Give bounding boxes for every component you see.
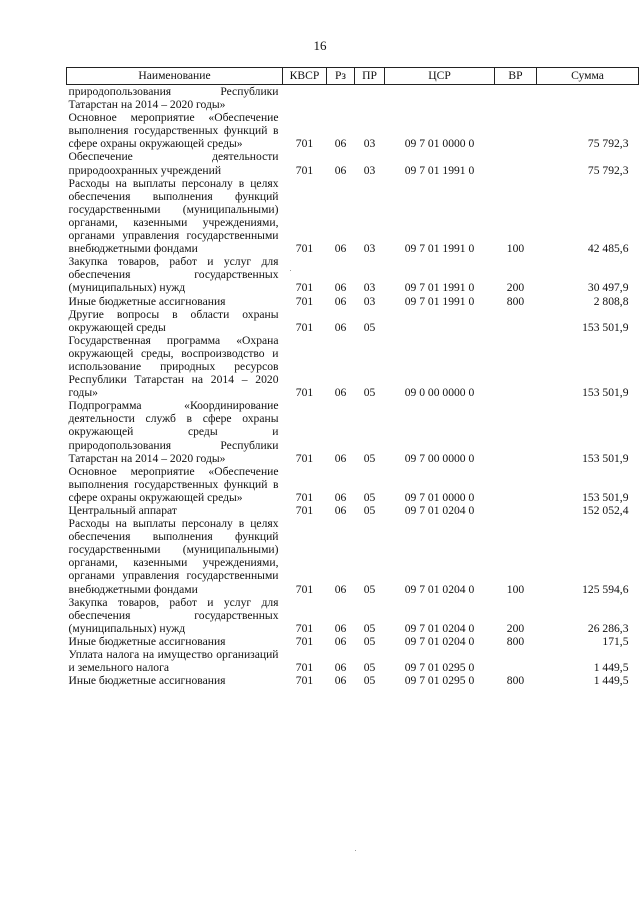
cell-kvsr: 701 <box>295 281 314 295</box>
cell-kvsr: 701 <box>295 490 314 504</box>
cell-vr <box>495 648 537 674</box>
cell-pr: 05 <box>363 320 376 334</box>
budget-table <box>66 67 639 687</box>
cell-pr: 05 <box>363 582 376 596</box>
header-kvsr: КВСР <box>283 68 327 85</box>
cell-vr <box>495 85 537 112</box>
header-rz: Рз <box>327 68 355 85</box>
cell-csr: 09 7 00 0000 0 <box>404 451 475 465</box>
cell-vr: 200 <box>506 281 525 295</box>
cell-name: Иные бюджетные ассигнования <box>68 294 226 308</box>
cell-rz: 06 <box>334 661 347 675</box>
cell-sum: 152 052,4 <box>582 504 629 517</box>
cell-name: Расходы на выплаты персоналу в целях обеспечения выполнения функций государственными (муниципальными) органами, казенными учреждениями, органами управления государственными внебюджетными фондами <box>68 517 279 596</box>
header-sum: Сумма <box>537 68 639 85</box>
cell-vr <box>495 334 537 399</box>
cell-rz: 06 <box>334 294 347 308</box>
cell-pr: 03 <box>363 242 376 256</box>
header-pr: ПР <box>355 68 385 85</box>
cell-kvsr: 701 <box>295 661 314 675</box>
cell-rz: 06 <box>334 490 347 504</box>
cell-vr <box>495 465 537 504</box>
cell-rz: 06 <box>334 281 347 295</box>
table-header <box>67 68 639 85</box>
cell-csr: 09 7 01 0295 0 <box>404 661 475 675</box>
cell-rz: 06 <box>334 163 347 177</box>
cell-csr: 09 7 01 1991 0 <box>404 163 475 177</box>
cell-csr: 09 7 01 1991 0 <box>404 281 475 295</box>
cell-kvsr: 701 <box>295 294 314 308</box>
cell-name: Закупка товаров, работ и услуг для обеспечения государственных (муниципальных) нужд <box>68 595 279 635</box>
cell-pr: 03 <box>363 163 376 177</box>
cell-vr: 800 <box>506 294 525 308</box>
cell-pr: 05 <box>363 621 376 635</box>
cell-csr: 09 7 01 0204 0 <box>404 634 475 648</box>
cell-rz: 06 <box>334 451 347 465</box>
cell-sum: 153 501,9 <box>582 386 629 400</box>
cell-kvsr: 701 <box>295 451 314 465</box>
cell-name: Центральный аппарат <box>68 504 177 517</box>
cell-rz: 06 <box>334 582 347 596</box>
cell-sum: 153 501,9 <box>582 451 629 465</box>
cell-vr: 100 <box>506 582 525 596</box>
cell-name: Закупка товаров, работ и услуг для обеспечения государственных (муниципальных) нужд <box>68 255 279 295</box>
cell-pr: 05 <box>363 504 376 517</box>
cell-csr: 09 7 01 0204 0 <box>404 582 475 596</box>
cell-csr <box>385 85 495 112</box>
cell-pr: 05 <box>363 661 376 675</box>
cell-kvsr: 701 <box>295 386 314 400</box>
cell-rz: 06 <box>334 504 347 517</box>
cell-rz <box>327 85 355 112</box>
cell-pr: 05 <box>363 634 376 648</box>
cell-rz: 06 <box>334 634 347 648</box>
table-row <box>67 465 639 504</box>
cell-sum: 75 792,3 <box>587 137 629 151</box>
cell-sum: 153 501,9 <box>582 320 629 334</box>
cell-sum <box>537 85 639 112</box>
cell-sum: 171,5 <box>602 634 629 648</box>
cell-kvsr: 701 <box>295 634 314 648</box>
cell-name: Государственная программа «Охрана окружающей среды, воспроизводство и использование природных ресурсов Республики Татарстан на 2014 – 2020 годы» <box>68 333 279 400</box>
cell-name: Уплата налога на имущество организаций и земельного налога <box>68 648 279 675</box>
cell-name: Основное мероприятие «Обеспечение выполнения государственных функций в сфере охраны окружающей среды» <box>68 111 279 151</box>
cell-sum: 2 808,8 <box>593 294 629 308</box>
cell-csr: 09 7 01 0000 0 <box>404 490 475 504</box>
cell-rz: 06 <box>334 320 347 334</box>
table-body <box>67 85 639 688</box>
cell-name: Обеспечение деятельности природоохранных учреждений <box>68 150 279 177</box>
table-row <box>67 635 639 648</box>
cell-name: Иные бюджетные ассигнования <box>68 674 226 688</box>
cell-vr: 100 <box>506 242 525 256</box>
cell-pr: 03 <box>363 281 376 295</box>
cell-sum: 30 497,9 <box>587 281 629 295</box>
cell-vr: 800 <box>506 674 525 688</box>
cell-kvsr: 701 <box>295 137 314 151</box>
cell-kvsr: 701 <box>295 163 314 177</box>
cell-rz: 06 <box>334 674 347 688</box>
cell-csr: 09 7 01 1991 0 <box>404 242 475 256</box>
cell-rz: 06 <box>334 386 347 400</box>
cell-csr: 09 7 01 0295 0 <box>404 674 475 688</box>
cell-csr: 09 7 01 0204 0 <box>404 621 475 635</box>
table-row <box>67 648 639 674</box>
cell-pr: 03 <box>363 137 376 151</box>
table-row <box>67 504 639 517</box>
cell-vr <box>495 150 537 176</box>
cell-sum: 1 449,5 <box>593 674 629 688</box>
scan-speck <box>290 270 291 271</box>
cell-rz: 06 <box>334 621 347 635</box>
cell-rz: 06 <box>334 137 347 151</box>
table-row <box>67 150 639 176</box>
cell-pr: 05 <box>363 674 376 688</box>
cell-pr <box>355 85 385 112</box>
cell-vr <box>495 111 537 150</box>
cell-kvsr: 701 <box>295 621 314 635</box>
table-row <box>67 85 639 112</box>
table-row <box>67 674 639 687</box>
table-row <box>67 255 639 294</box>
cell-name: Подпрограмма «Координирование деятельности служб в сфере охраны окружающей среды и природопользования Республики Татарстан на 2014 – 2020 годы» <box>68 399 279 465</box>
cell-vr: 800 <box>506 634 525 648</box>
cell-pr: 05 <box>363 490 376 504</box>
cell-pr: 03 <box>363 294 376 308</box>
cell-name: Расходы на выплаты персоналу в целях обеспечения выполнения функций государственными (муниципальными) органами, казенными учреждениями, органами управления государственными внебюджетными фондами <box>68 176 279 256</box>
cell-sum: 1 449,5 <box>593 661 629 675</box>
cell-rz: 06 <box>334 242 347 256</box>
cell-csr: 09 7 01 0000 0 <box>404 137 475 151</box>
cell-sum: 153 501,9 <box>582 490 629 504</box>
cell-vr <box>495 504 537 517</box>
cell-vr: 200 <box>506 621 525 635</box>
cell-kvsr: 701 <box>295 504 314 517</box>
table-row <box>67 308 639 334</box>
cell-kvsr: 701 <box>295 242 314 256</box>
table-row <box>67 596 639 635</box>
cell-vr <box>495 399 537 464</box>
scan-speck <box>355 850 356 851</box>
cell-kvsr: 701 <box>295 582 314 596</box>
table-row <box>67 334 639 399</box>
cell-sum: 26 286,3 <box>587 621 629 635</box>
header-vr: ВР <box>495 68 537 85</box>
header-csr: ЦСР <box>385 68 495 85</box>
cell-name: Другие вопросы в области охраны окружающей среды <box>68 307 279 334</box>
header-name: Наименование <box>67 68 283 85</box>
cell-csr <box>385 308 495 334</box>
cell-sum: 125 594,6 <box>582 582 629 596</box>
cell-csr: 09 0 00 0000 0 <box>404 386 475 400</box>
table-row <box>67 295 639 308</box>
cell-csr: 09 7 01 0204 0 <box>404 504 475 517</box>
cell-name: Иные бюджетные ассигнования <box>68 634 226 648</box>
cell-sum: 75 792,3 <box>587 163 629 177</box>
cell-kvsr: 701 <box>295 674 314 688</box>
cell-name: природопользования Республики Татарстан на 2014 – 2020 годы» <box>68 85 279 112</box>
table-row <box>67 399 639 464</box>
cell-name: Основное мероприятие «Обеспечение выполнения государственных функций в сфере охраны окружающей среды» <box>68 464 279 504</box>
cell-kvsr: 701 <box>295 320 314 334</box>
cell-sum: 42 485,6 <box>587 242 629 256</box>
cell-pr: 05 <box>363 451 376 465</box>
cell-kvsr <box>283 85 327 112</box>
cell-pr: 05 <box>363 386 376 400</box>
cell-vr <box>495 308 537 334</box>
table-row <box>67 517 639 596</box>
table-row <box>67 177 639 256</box>
cell-csr: 09 7 01 1991 0 <box>404 294 475 308</box>
page-number: 16 <box>313 38 327 53</box>
table-row <box>67 111 639 150</box>
